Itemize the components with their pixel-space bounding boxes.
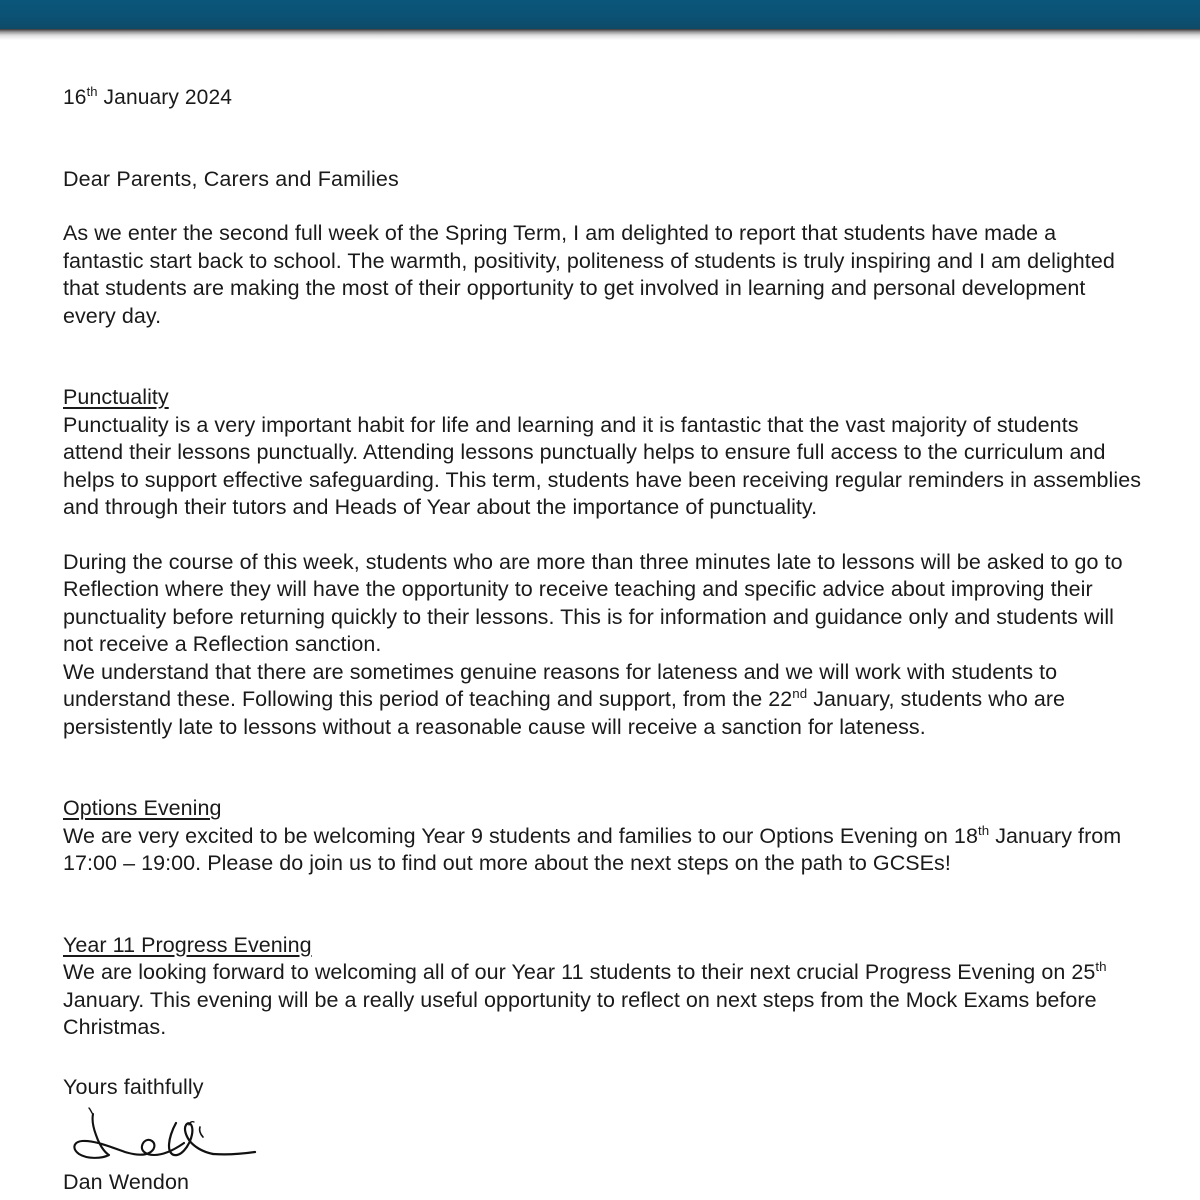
- signoff-text: Yours faithfully: [63, 1074, 204, 1099]
- date-day: 16: [63, 86, 87, 109]
- options-evening-heading-wrap: [63, 768, 1141, 823]
- progress-evening-heading-wrap: [63, 905, 1141, 960]
- progress-evening-paragraph: [63, 959, 1141, 1042]
- date-ordinal-suffix: th: [86, 84, 98, 99]
- punctuality-paragraph-3: [63, 659, 1141, 742]
- options-p-before: We are very excited to be welcoming Year 9 students and families to our Options Evening on 18: [63, 823, 978, 848]
- punctuality-p3-ordinal: nd: [792, 685, 808, 701]
- letter-body: [63, 84, 1141, 1196]
- punctuality-p3-before: We understand that there are sometimes genuine reasons for lateness and we will work with students to understand these. Following this period of teaching and support, from the 22: [63, 659, 1058, 711]
- options-evening-paragraph: [63, 823, 1141, 878]
- header-banner: [0, 0, 1200, 29]
- signer-name: Dan Wendon: [63, 1169, 190, 1194]
- letter-date: [63, 84, 1141, 111]
- section-heading-progress-evening: Year 11 Progress Evening: [63, 932, 312, 957]
- punctuality-p3-after: January, students who are persistently late to lessons without a reasonable cause will receive a sanction for lateness.: [63, 687, 1066, 739]
- options-p-after: January from 17:00 – 19:00. Please do join us to find out more about the next steps on the path to GCSEs!: [63, 823, 1122, 875]
- punctuality-heading-wrap: [63, 357, 1141, 412]
- handwritten-signature-icon: [63, 1105, 323, 1167]
- section-heading-options-evening: Options Evening: [63, 796, 222, 820]
- progress-p-before: We are looking forward to welcoming all of our Year 11 students to their next crucial Progress Evening on 25: [63, 960, 1096, 984]
- progress-p-ordinal: th: [1095, 958, 1107, 974]
- punctuality-paragraph-1: Punctuality is a very important habit for life and learning and it is fantastic that the vast majority of students attend their lessons punctually. Attending lessons punctually helps to ensure full access to the curriculum and helps to support effective safeguarding. This term, students have been receiving regular reminders in assemblies and through their tutors and Heads of Year about the importance of punctuality.: [63, 412, 1141, 519]
- intro-paragraph: As we enter the second full week of the Spring Term, I am delighted to report that students have made a fantastic start back to school. The warmth, positivity, politeness of students is truly inspiring and I am delighted that students are making the most of their opportunity to get involved in learning and personal development every day.: [63, 221, 1115, 328]
- section-heading-punctuality: Punctuality: [63, 385, 169, 409]
- progress-p-after: January. This evening will be a really useful opportunity to reflect on next steps from the Mock Exams before Christmas.: [63, 987, 1097, 1039]
- punctuality-paragraph-2: During the course of this week, students who are more than three minutes late to lessons will be asked to go to Reflection where they will have the opportunity to receive teaching and specific advice about improving their punctuality before returning quickly to their lessons. This is for information and guidance only and students will not receive a Reflection sanction.: [63, 549, 1123, 656]
- header-banner-shadow: [0, 29, 1200, 40]
- options-p-ordinal: th: [977, 822, 990, 838]
- date-rest: January 2024: [97, 86, 233, 109]
- salutation: Dear Parents, Carers and Families: [63, 167, 399, 191]
